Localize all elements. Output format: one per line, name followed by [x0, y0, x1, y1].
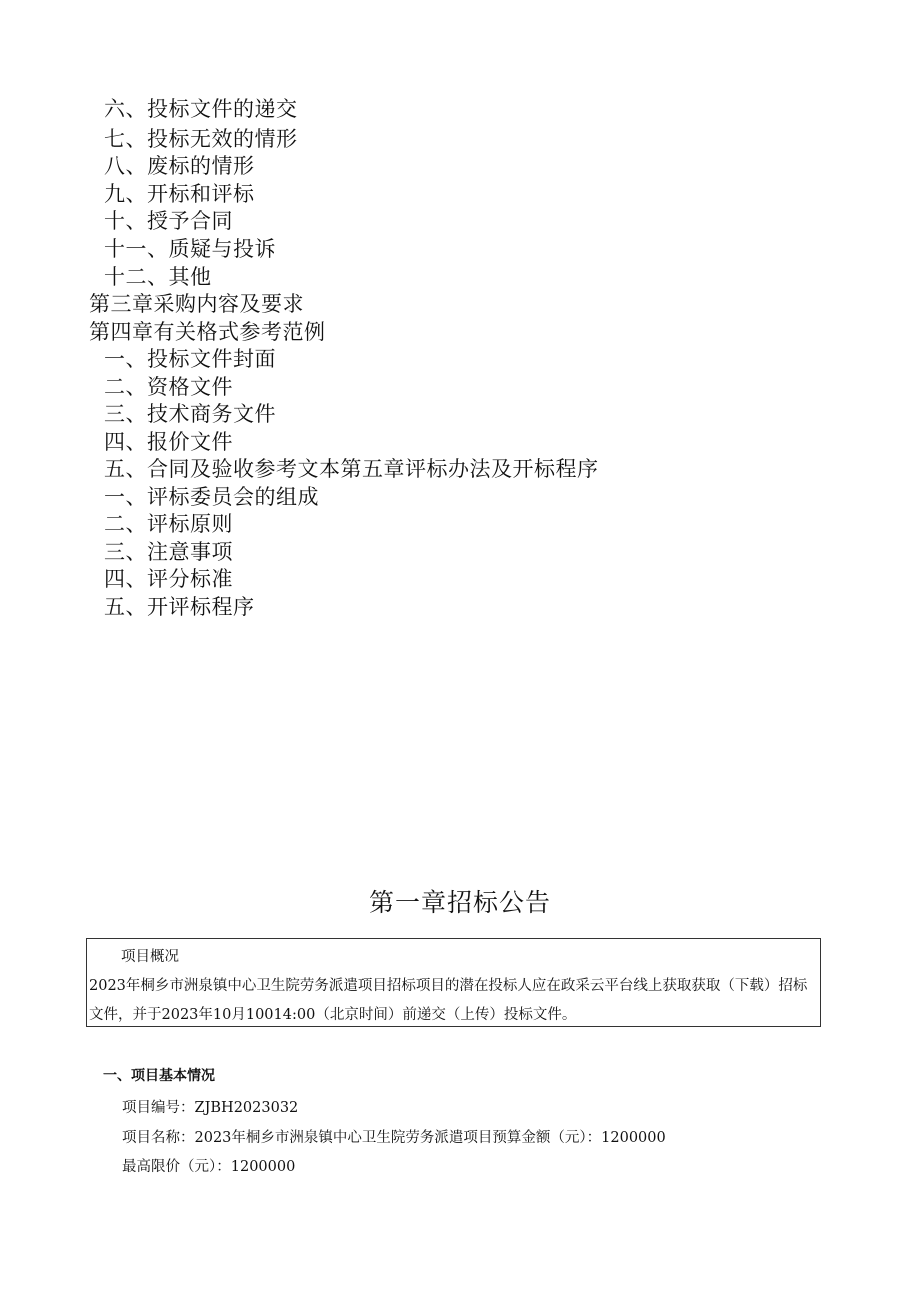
toc-item: 四、评分标准	[104, 567, 233, 591]
max-price: 最高限价（元）：1200000	[122, 1159, 296, 1175]
toc-item: 一、投标文件封面	[104, 347, 276, 371]
toc-item: 二、评标原则	[104, 512, 233, 536]
section-heading: 一、项目基本情况	[103, 1068, 215, 1084]
project-name-budget: 项目名称：2023年桐乡市洲泉镇中心卫生院劳务派遣项目预算金额（元）：1200000	[122, 1130, 666, 1146]
toc-item: 八、废标的情形	[104, 154, 255, 178]
project-overview-box	[86, 938, 821, 1027]
toc-chapter: 第四章有关格式参考范例	[89, 320, 326, 344]
toc-item: 十二、其他	[104, 265, 212, 289]
toc-item: 五、合同及验收参考文本第五章评标办法及开标程序	[104, 457, 599, 481]
toc-item: 五、开评标程序	[104, 595, 255, 619]
toc-item: 十、授予合同	[104, 209, 233, 233]
overview-text: 2023年桐乡市洲泉镇中心卫生院劳务派遣项目招标项目的潜在投标人应在政采云平台线上获取获取（下载）招标文件，并于2023年10月10014:00（北京时间）前递交（上传）投标文件。	[89, 978, 808, 1023]
project-number: 项目编号：ZJBH2023032	[122, 1100, 299, 1116]
toc-item: 六、投标文件的递交	[104, 97, 298, 121]
toc-item: 三、技术商务文件	[104, 402, 276, 426]
toc-item: 九、开标和评标	[104, 182, 255, 206]
overview-heading: 项目概况	[121, 949, 179, 965]
toc-item: 十一、质疑与投诉	[104, 237, 276, 261]
toc-item: 七、投标无效的情形	[104, 127, 298, 151]
toc-item: 一、评标委员会的组成	[104, 485, 319, 509]
toc-item: 二、资格文件	[104, 375, 233, 399]
toc-item: 四、报价文件	[104, 430, 233, 454]
toc-item: 三、注意事项	[104, 540, 233, 564]
chapter-title: 第一章招标公告	[368, 888, 551, 917]
toc-chapter: 第三章采购内容及要求	[89, 292, 304, 316]
